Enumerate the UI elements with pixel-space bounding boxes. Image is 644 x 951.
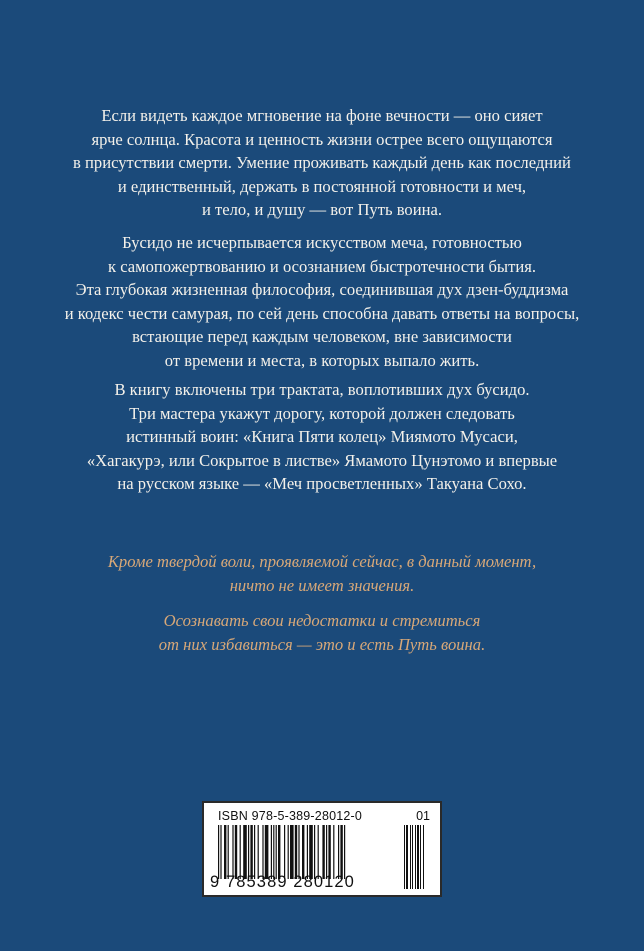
paragraph-line: Три мастера укажут дорогу, которой должен следовать	[129, 403, 515, 423]
barcode-bars	[218, 825, 394, 879]
annotation-paragraph-1	[60, 104, 584, 222]
barcode-addon-bars	[404, 825, 430, 889]
quote-1	[60, 550, 584, 597]
quote-line: ничто не имеет значения.	[229, 575, 415, 595]
quote-line: Кроме твердой воли, проявляемой сейчас, в данный момент,	[107, 552, 537, 571]
paragraph-line: Бусидо не исчерпывается искусством меча, готовностью	[122, 233, 522, 252]
quote-line: Осознавать свои недостатки и стремиться	[163, 611, 481, 630]
paragraph-line: Если видеть каждое мгновение на фоне вечности — оно сияет	[101, 106, 543, 125]
annotation-paragraph-3	[60, 378, 584, 496]
paragraph-line: и единственный, держать в постоянной готовности и меч,	[117, 176, 527, 196]
paragraph-line: к самопожертвованию и осознанием быстротечности бытия.	[107, 256, 536, 276]
paragraph-line: В книгу включены три трактата, воплотивших дух бусидо.	[114, 380, 530, 399]
paragraph-line: ярче солнца. Красота и ценность жизни острее всего ощущаются	[91, 129, 553, 149]
isbn-label: ISBN 978-5-389-28012-0	[218, 809, 363, 823]
paragraph-line: на русском языке — «Меч просветленных» Такуана Сохо.	[117, 474, 527, 493]
quote-line: от них избавиться — это и есть Путь воина.	[158, 634, 486, 654]
paragraph-line: и тело, и душу — вот Путь воина.	[202, 200, 442, 219]
paragraph-line: Эта глубокая жизненная философия, соединившая дух дзен-буддизма	[75, 280, 569, 299]
paragraph-line: в присутствии смерти. Умение проживать каждый день как последний	[73, 153, 571, 172]
barcode-addon-code: 01	[416, 809, 430, 823]
isbn-barcode	[202, 801, 442, 897]
paragraph-line: встающие перед каждым человеком, вне зависимости	[132, 327, 512, 346]
paragraph-line: истинный воин: «Книга Пяти колец» Миямото Мусаси,	[126, 427, 518, 446]
paragraph-line: и кодекс чести самурая, по сей день способна давать ответы на вопросы,	[64, 303, 580, 323]
paragraph-line: «Хагакурэ, или Сокрытое в листве» Ямамото Цунэтомо и впервые	[86, 450, 558, 470]
annotation-paragraph-2	[60, 231, 584, 372]
barcode-digits: 9 785389 280120	[210, 873, 355, 891]
paragraph-line: от времени и места, в которых выпало жить.	[164, 350, 480, 370]
quote-2	[60, 609, 584, 656]
